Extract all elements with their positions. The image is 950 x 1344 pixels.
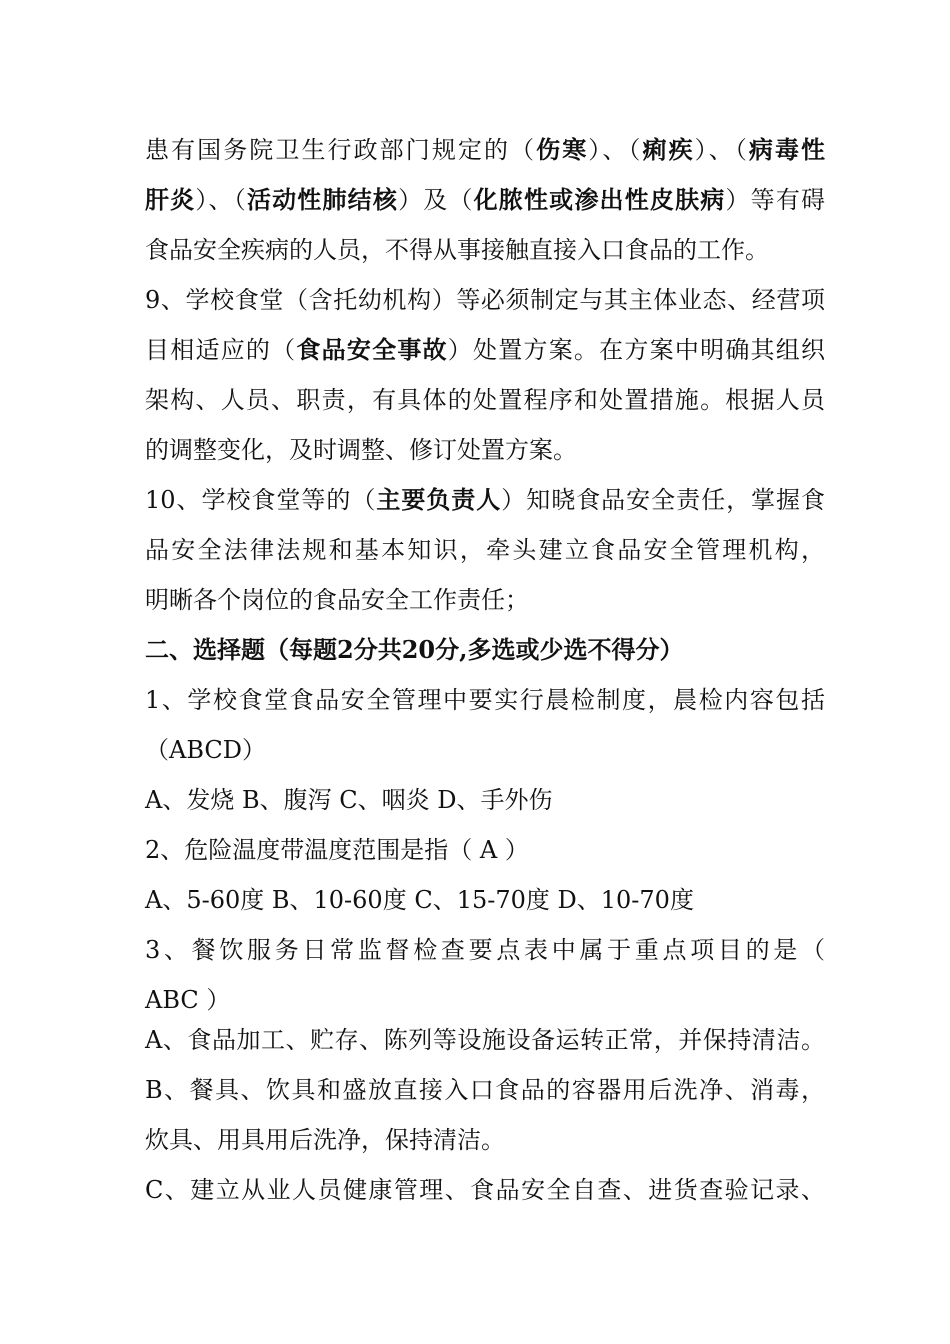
option-text: B、餐具、饮具和盛放直接入口食品的容器用后洗净、消毒， [145,1076,825,1104]
options-text: A、5-60度 B、10-60度 C、15-70度 D、10-70度 [145,886,694,914]
text-line: 患有国务院卫生行政部门规定的（伤寒）、（痢疾）、（病毒性 [145,135,826,164]
option-text: A、食品加工、贮存、陈列等设施设备运转正常，并保持清洁。 [145,1026,825,1054]
text-line: 明晰各个岗位的食品安全工作责任； [145,586,529,614]
text-line: 目相适应的（食品安全事故）处置方案。在方案中明确其组织 [145,335,826,364]
section-heading: 二、选择题（每题2分共20分,多选或少选不得分） [145,635,684,664]
text-line: 肝炎）、（活动性肺结核）及（化脓性或渗出性皮肤病）等有碍 [145,185,826,214]
question-text: 2、危险温度带温度范围是指（ A ） [145,836,529,864]
text-line: 品安全法律法规和基本知识，牵头建立食品安全管理机构， [145,536,825,564]
option-text: C、建立从业人员健康管理、食品安全自查、进货查验记录、 [145,1176,825,1204]
question-text: 1、学校食堂食品安全管理中要实行晨检制度，晨检内容包括 [145,686,825,714]
answer-text: ABC ） [145,986,231,1014]
text-line: 9、学校食堂（含托幼机构）等必须制定与其主体业态、经营项 [145,286,825,314]
text-line: 食品安全疾病的人员，不得从事接触直接入口食品的工作。 [145,236,769,264]
options-text: A、发烧 B、腹泻 C、咽炎 D、手外伤 [145,786,553,814]
question-text: 3、餐饮服务日常监督检查要点表中属于重点项目的是（ [145,936,825,964]
text-line: 10、学校食堂等的（主要负责人）知晓食品安全责任，掌握食 [145,485,826,514]
answer-text: （ABCD） [145,736,267,764]
text-line: 架构、人员、职责，有具体的处置程序和处置措施。根据人员 [145,386,825,414]
text-line: 的调整变化，及时调整、修订处置方案。 [145,436,577,464]
option-text: 炊具、用具用后洗净，保持清洁。 [145,1126,505,1154]
